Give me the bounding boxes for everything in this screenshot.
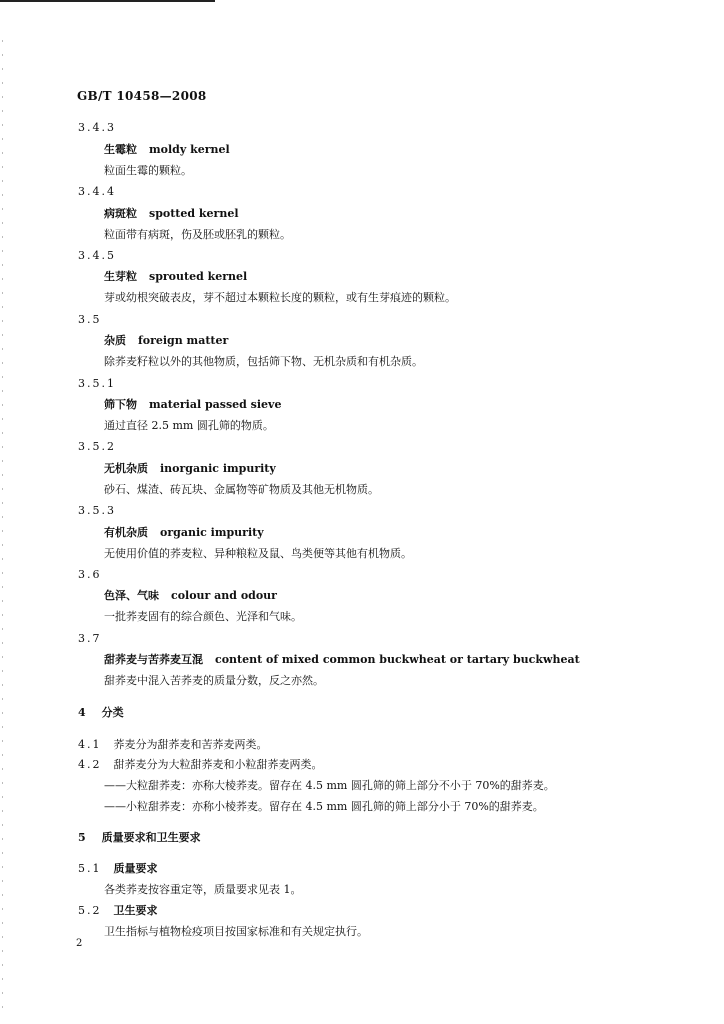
clause-number: 3.7 — [78, 632, 102, 645]
clause-number: 3.6 — [78, 568, 102, 581]
top-rule — [0, 0, 215, 2]
definition: 芽或幼根突破表皮，芽不超过本颗粒长度的颗粒，或有生芽痕迹的颗粒。 — [104, 291, 456, 304]
section-title: 质量要求和卫生要求 — [101, 831, 201, 844]
definition: 除荞麦籽粒以外的其他物质，包括筛下物、无机杂质和有机杂质。 — [104, 355, 423, 368]
term — [104, 398, 281, 412]
list-item: ——大粒甜荞麦：亦称大棱荞麦。留存在 4.5 mm 圆孔筛的筛上部分不小于 70%的甜荞麦。 — [104, 779, 555, 792]
clause-number: 3.5.2 — [78, 440, 116, 453]
definition: 粒面生霉的颗粒。 — [104, 164, 192, 177]
clause-number: 3.5 — [78, 313, 102, 326]
term — [104, 653, 580, 667]
definition: 一批荞麦固有的综合颜色、光泽和气味。 — [104, 610, 302, 623]
definition: 通过直径 2.5 mm 圆孔筛的物质。 — [104, 419, 274, 432]
term-cn: 生芽粒 — [104, 270, 137, 283]
definition: 无使用价值的荞麦粒、异种粮粒及鼠、鸟类便等其他有机物质。 — [104, 547, 412, 560]
term-cn: 筛下物 — [104, 398, 137, 411]
term — [104, 526, 264, 540]
term-cn: 无机杂质 — [104, 462, 148, 475]
term-cn: 甜荞麦与苦荞麦互混 — [104, 653, 203, 666]
subclause-number: 4.1 — [78, 738, 102, 751]
subclause-text: 卫生指标与植物检疫项目按国家标准和有关规定执行。 — [104, 925, 368, 938]
clause-number: 3.5.3 — [78, 504, 116, 517]
clause-number: 3.4.4 — [78, 185, 116, 198]
subclause-title: 质量要求 — [113, 862, 158, 875]
subclause-text: 甜荞麦分为大粒甜荞麦和小粒甜荞麦两类。 — [113, 758, 323, 771]
term-en: material passed sieve — [149, 398, 282, 411]
term-en: inorganic impurity — [160, 462, 276, 475]
definition: 砂石、煤渣、砖瓦块、金属物等矿物质及其他无机物质。 — [104, 483, 379, 496]
subclause-text: 荞麦分为甜荞麦和苦荞麦两类。 — [113, 738, 268, 751]
section-heading — [78, 831, 201, 845]
term — [104, 462, 276, 476]
term — [104, 207, 239, 221]
term — [104, 143, 230, 157]
subclause — [78, 862, 158, 876]
subclause — [78, 738, 268, 752]
subclause — [78, 758, 323, 772]
section-number: 5 — [78, 831, 86, 844]
term-cn: 杂质 — [104, 334, 126, 347]
term-cn: 色泽、气味 — [104, 589, 159, 602]
subclause-number: 4.2 — [78, 758, 102, 771]
subclause-title: 卫生要求 — [113, 904, 158, 917]
definition: 粒面带有病斑，伤及胚或胚乳的颗粒。 — [104, 228, 291, 241]
term-cn: 病斑粒 — [104, 207, 137, 220]
term — [104, 270, 247, 284]
term-en: spotted kernel — [149, 207, 239, 220]
term-en: sprouted kernel — [149, 270, 248, 283]
term — [104, 589, 277, 603]
scan-edge-dots — [2, 40, 3, 1020]
clause-number: 3.5.1 — [78, 377, 116, 390]
section-number: 4 — [78, 706, 86, 719]
term-en: moldy kernel — [149, 143, 230, 156]
subclause-text: 各类荞麦按容重定等，质量要求见表 1。 — [104, 883, 302, 896]
term-en: content of mixed common buckwheat or tartary buckwheat — [215, 653, 580, 666]
document-header: GB/T 10458—2008 — [77, 89, 207, 103]
clause-number: 3.4.3 — [78, 121, 116, 134]
term-en: foreign matter — [138, 334, 229, 347]
section-heading — [78, 706, 124, 720]
section-title: 分类 — [101, 706, 124, 719]
subclause-number: 5.2 — [78, 904, 102, 917]
term-en: colour and odour — [171, 589, 277, 602]
subclause — [78, 904, 158, 918]
term-cn: 生霉粒 — [104, 143, 137, 156]
term — [104, 334, 228, 348]
list-item: ——小粒甜荞麦：亦称小棱荞麦。留存在 4.5 mm 圆孔筛的筛上部分小于 70%的甜荞麦。 — [104, 800, 544, 813]
page-number: 2 — [76, 938, 83, 949]
subclause-number: 5.1 — [78, 862, 102, 875]
term-en: organic impurity — [160, 526, 264, 539]
clause-number: 3.4.5 — [78, 249, 116, 262]
definition: 甜荞麦中混入苦荞麦的质量分数，反之亦然。 — [104, 674, 324, 687]
term-cn: 有机杂质 — [104, 526, 148, 539]
